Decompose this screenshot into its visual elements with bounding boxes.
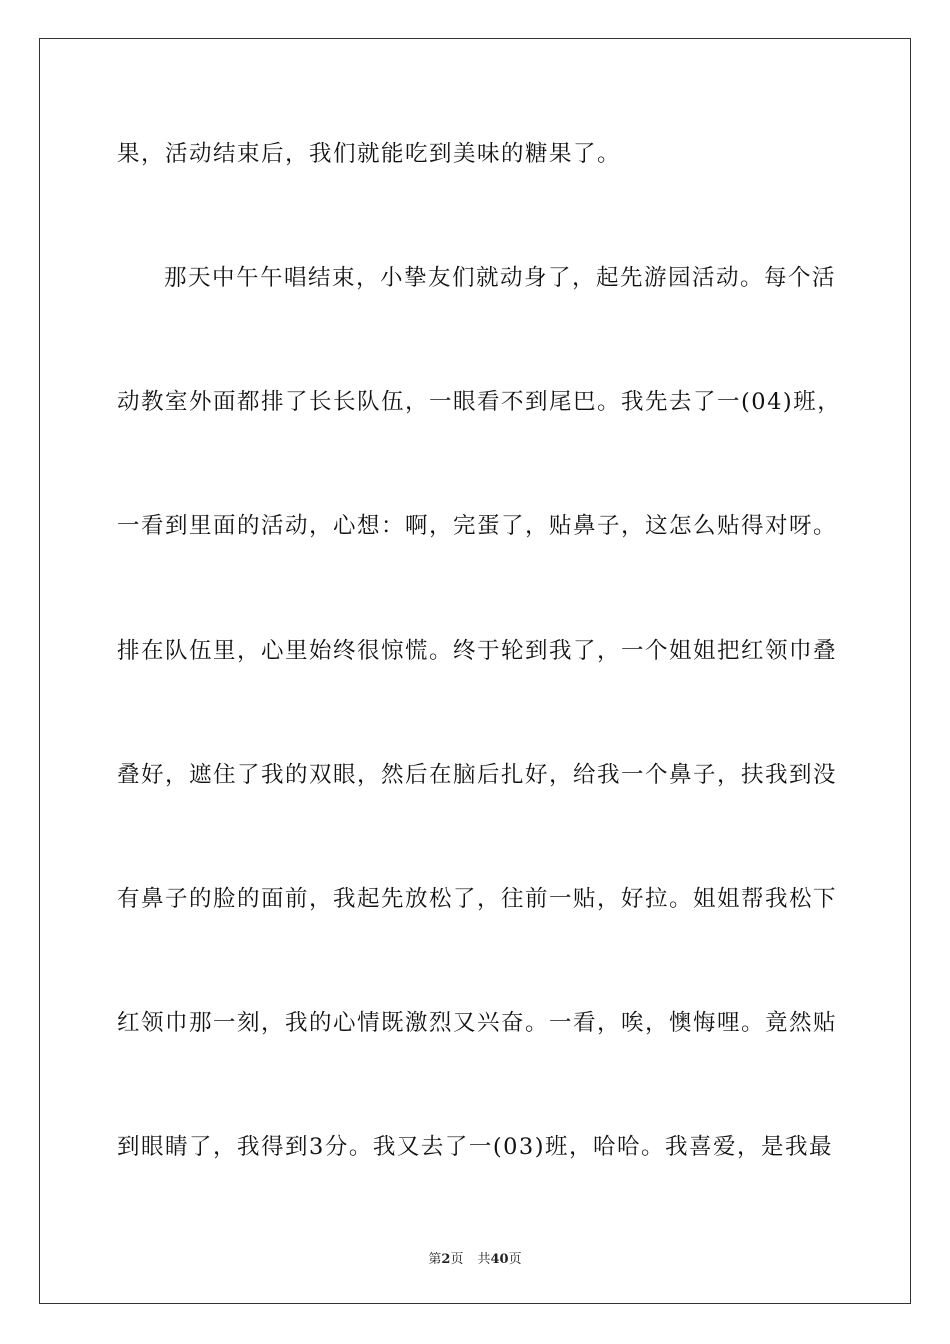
page-suffix: 页 bbox=[450, 1252, 464, 1267]
total-prefix: 共 bbox=[477, 1252, 491, 1267]
total-pages: 40 bbox=[490, 1252, 509, 1267]
page-border bbox=[39, 38, 911, 1304]
text-line: 排在队伍里，心里始终很惊慌。终于轮到我了，一个姐姐把红领巾叠 bbox=[117, 638, 838, 664]
page-footer bbox=[0, 1248, 950, 1267]
text-line: 红领巾那一刻，我的心情既激烈又兴奋。一看，唉，懊悔哩。竟然贴 bbox=[117, 1010, 838, 1036]
text-line: 一看到里面的活动，心想：啊，完蛋了，贴鼻子，这怎么贴得对呀。 bbox=[117, 513, 838, 539]
text-line: 有鼻子的脸的面前，我起先放松了，往前一贴，好拉。姐姐帮我松下 bbox=[117, 886, 838, 912]
total-suffix: 页 bbox=[508, 1252, 522, 1267]
page-prefix: 第 bbox=[428, 1252, 442, 1267]
text-line: 到眼睛了，我得到3分。我又去了一(03)班，哈哈。我喜爱，是我最 bbox=[117, 1134, 834, 1160]
page-number: 2 bbox=[441, 1252, 451, 1267]
text-line: 果，活动结束后，我们就能吃到美味的糖果了。 bbox=[117, 141, 622, 167]
text-line: 动教室外面都排了长长队伍，一眼看不到尾巴。我先去了一(04)班， bbox=[117, 389, 842, 415]
text-line: 叠好，遮住了我的双眼，然后在脑后扎好，给我一个鼻子，扶我到没 bbox=[117, 762, 838, 788]
text-line: 那天中午午唱结束，小挚友们就动身了，起先游园活动。每个活 bbox=[164, 265, 837, 291]
